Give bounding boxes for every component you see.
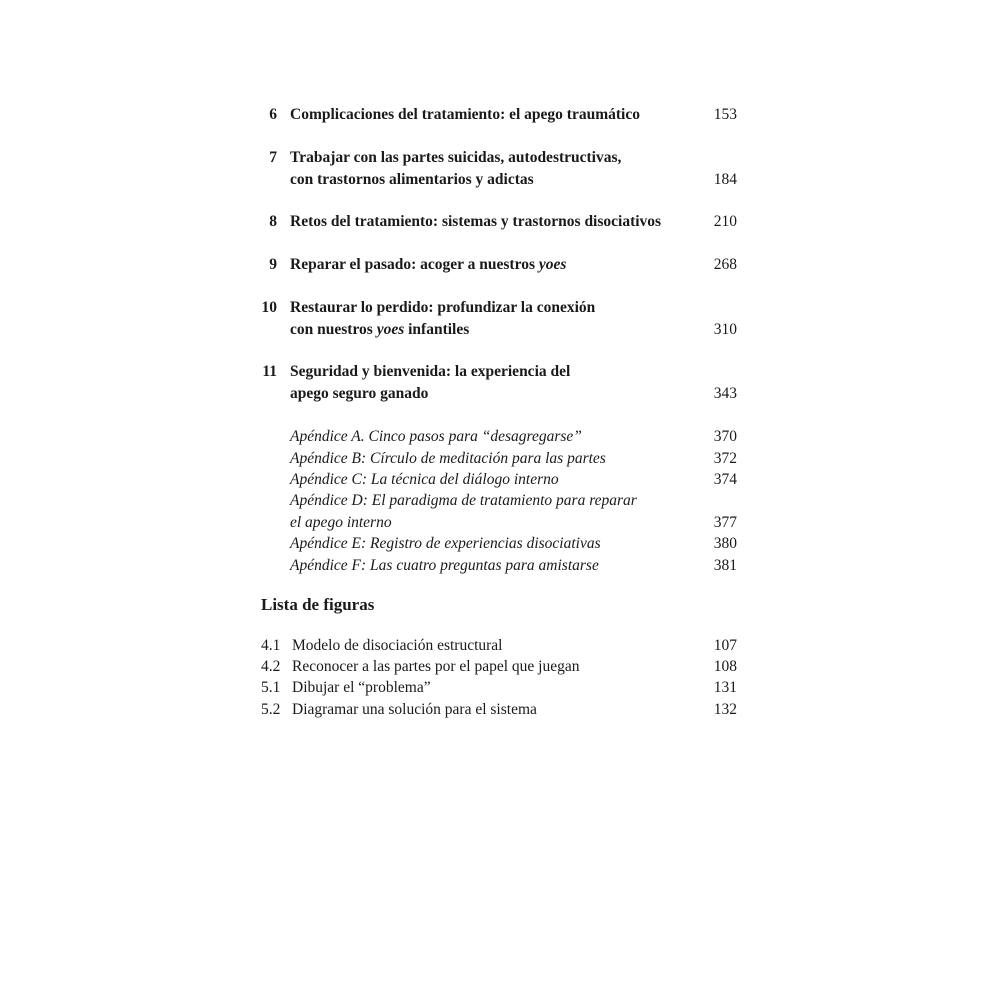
figure-title: Reconocer a las partes por el papel que juegan xyxy=(292,658,580,675)
appendix-title: Apéndice F: Las cuatro preguntas para amistarse xyxy=(290,557,599,574)
chapter-number: 10 xyxy=(261,299,277,316)
figure-number: 5.2 xyxy=(261,701,281,718)
appendix-title: Apéndice C: La técnica del diálogo interno xyxy=(290,471,559,488)
chapter-title-line-2: con trastornos alimentarios y adictas xyxy=(290,171,534,188)
figures-heading: Lista de figuras xyxy=(261,595,375,614)
chapter-number: 6 xyxy=(269,106,277,123)
figure-title: Diagramar una solución para el sistema xyxy=(292,701,537,718)
page-number: 132 xyxy=(713,701,737,718)
chapter-title-text: infantiles xyxy=(404,321,470,338)
page-number: 374 xyxy=(713,471,737,488)
page-number: 108 xyxy=(713,658,737,675)
page-number: 381 xyxy=(713,557,737,574)
chapter-title-line-1: Seguridad y bienvenida: la experiencia del xyxy=(290,363,571,380)
chapter-title xyxy=(290,254,700,276)
chapter-title-line-2: apego seguro ganado xyxy=(290,385,429,402)
chapter-number: 7 xyxy=(269,149,277,166)
page-number: 210 xyxy=(713,213,737,230)
chapter-number: 9 xyxy=(269,256,277,273)
page-number: 380 xyxy=(713,535,737,552)
page-number: 310 xyxy=(713,321,737,338)
page-number: 343 xyxy=(713,385,737,402)
chapter-title-text: con nuestros xyxy=(290,321,377,338)
chapter-title-line-1: Restaurar lo perdido: profundizar la conexión xyxy=(290,299,596,316)
page-number: 268 xyxy=(713,256,737,273)
page-number: 372 xyxy=(713,450,737,467)
chapter-title-text: Reparar el pasado: acoger a nuestros xyxy=(290,256,539,273)
page-number: 377 xyxy=(713,514,737,531)
appendix-title: Apéndice A. Cinco pasos para “desagregarse” xyxy=(290,428,582,445)
chapter-title-line-1: Trabajar con las partes suicidas, autodestructivas, xyxy=(290,149,622,166)
page-number: 107 xyxy=(713,637,737,654)
appendix-title: Apéndice B: Círculo de meditación para las partes xyxy=(290,450,606,467)
appendix-title-line-2: el apego interno xyxy=(290,514,392,531)
chapter-title: Retos del tratamiento: sistemas y trastornos disociativos xyxy=(290,213,662,230)
appendix-title: Apéndice E: Registro de experiencias disociativas xyxy=(290,535,601,552)
page-number: 370 xyxy=(713,428,737,445)
chapter-title-emphasis: yoes xyxy=(376,321,405,338)
figure-title: Dibujar el “problema” xyxy=(292,679,431,696)
figure-number: 5.1 xyxy=(261,679,281,696)
chapter-title-line-2 xyxy=(290,319,700,341)
chapter-title-emphasis: yoes xyxy=(538,256,567,273)
chapter-number: 11 xyxy=(262,363,277,380)
chapter-number: 8 xyxy=(269,213,277,230)
page-number: 184 xyxy=(713,171,737,188)
page-number: 131 xyxy=(713,679,737,696)
page-number: 153 xyxy=(713,106,737,123)
figure-number: 4.2 xyxy=(261,658,281,675)
chapter-title: Complicaciones del tratamiento: el apego traumático xyxy=(290,106,640,123)
figure-number: 4.1 xyxy=(261,637,281,654)
appendix-title-line-1: Apéndice D: El paradigma de tratamiento para reparar xyxy=(290,492,637,509)
figure-title: Modelo de disociación estructural xyxy=(292,637,503,654)
